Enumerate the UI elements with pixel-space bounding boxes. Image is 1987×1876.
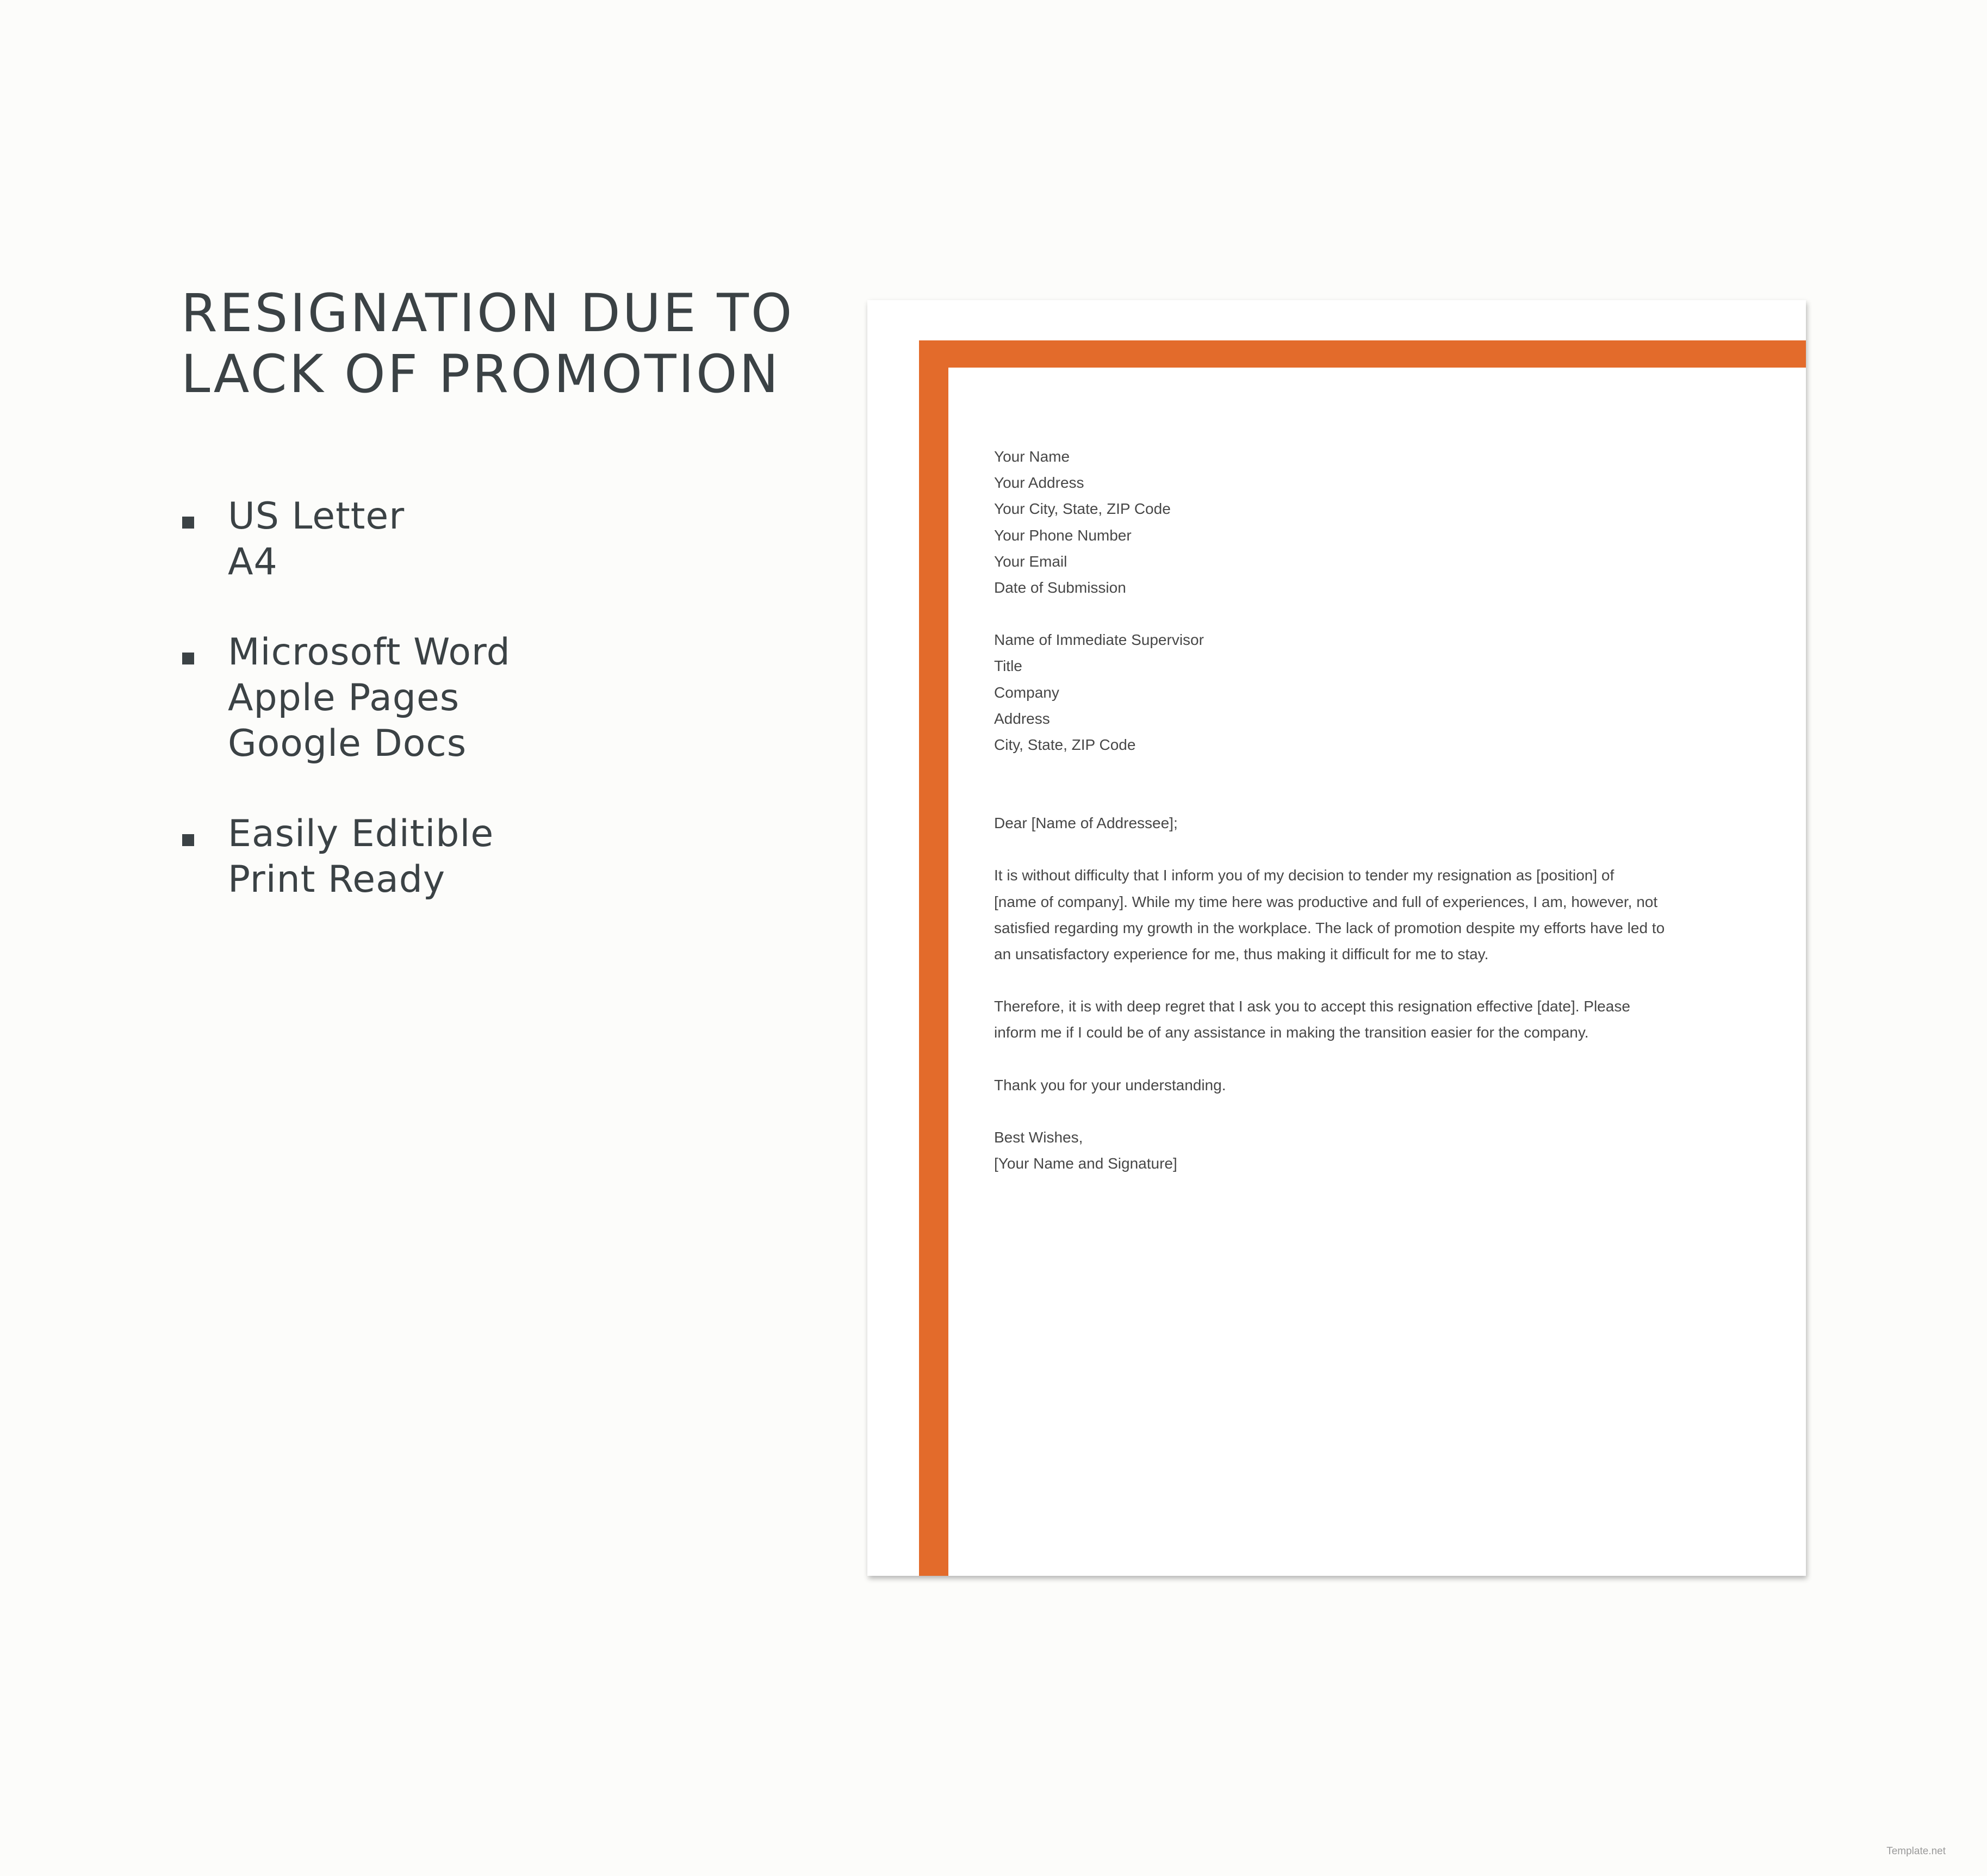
feature-text: A4 (228, 541, 278, 583)
paragraph-line: satisfied regarding my growth in the workplace. The lack of promotion despite my efforts have led to (994, 919, 1665, 936)
paragraph-line: [name of company]. While my time here was productive and full of experiences, I am, however, not (994, 893, 1658, 910)
feature-text: Easily Editible (228, 812, 494, 855)
letter-preview-page (867, 300, 1806, 1576)
recipient-line: Address (994, 710, 1050, 727)
feature-text: Microsoft Word (228, 631, 511, 674)
paragraph-line: It is without difficulty that I inform you of my decision to tender my resignation as [position] of (994, 867, 1615, 884)
sender-line: Your Address (994, 474, 1084, 492)
feature-item-formats (181, 630, 834, 767)
sender-line: Your City, State, ZIP Code (994, 500, 1171, 518)
sender-line: Date of Submission (994, 579, 1126, 597)
recipient-line: Title (994, 657, 1022, 675)
square-bullet-icon (182, 834, 194, 846)
recipient-block (994, 627, 1728, 758)
watermark: Template.net (1886, 1846, 1946, 1857)
sender-line: Your Phone Number (994, 526, 1132, 544)
signature-line: [Your Name and Signature] (994, 1155, 1177, 1172)
salutation: Dear [Name of Addressee]; (994, 815, 1178, 832)
page-title (181, 283, 834, 405)
orange-top-border (919, 340, 1806, 368)
paragraph-line: Therefore, it is with deep regret that I ask you to accept this resignation effective [date]. Please (994, 998, 1630, 1015)
body-paragraph-2 (994, 993, 1728, 1046)
paragraph-line: inform me if I could be of any assistance in making the transition easier for the company. (994, 1024, 1589, 1041)
feature-text: US Letter (228, 495, 405, 538)
feature-item-paper-size (181, 494, 834, 585)
sender-line: Your Email (994, 552, 1067, 570)
thanks-line: Thank you for your understanding. (994, 1076, 1226, 1094)
letter-body (994, 444, 1728, 1203)
square-bullet-icon (182, 517, 194, 529)
title-line-2: LACK OF PROMOTION (181, 344, 781, 405)
recipient-line: Company (994, 684, 1059, 701)
feature-text: Google Docs (228, 722, 467, 765)
feature-item-editing (181, 811, 834, 903)
body-paragraph-1 (994, 862, 1728, 967)
orange-left-border (919, 340, 948, 1576)
square-bullet-icon (182, 653, 194, 664)
recipient-line: City, State, ZIP Code (994, 736, 1136, 754)
closing-line: Best Wishes, (994, 1128, 1083, 1146)
closing-block (994, 1125, 1728, 1177)
feature-list (181, 494, 834, 947)
paragraph-line: an unsatisfactory experience for me, thus making it difficult for me to stay. (994, 946, 1489, 963)
sender-line: Your Name (994, 448, 1070, 465)
feature-text: Print Ready (228, 858, 446, 901)
feature-text: Apple Pages (228, 676, 460, 719)
recipient-line: Name of Immediate Supervisor (994, 631, 1204, 649)
title-line-1: RESIGNATION DUE TO (181, 283, 794, 344)
sender-block (994, 444, 1728, 601)
